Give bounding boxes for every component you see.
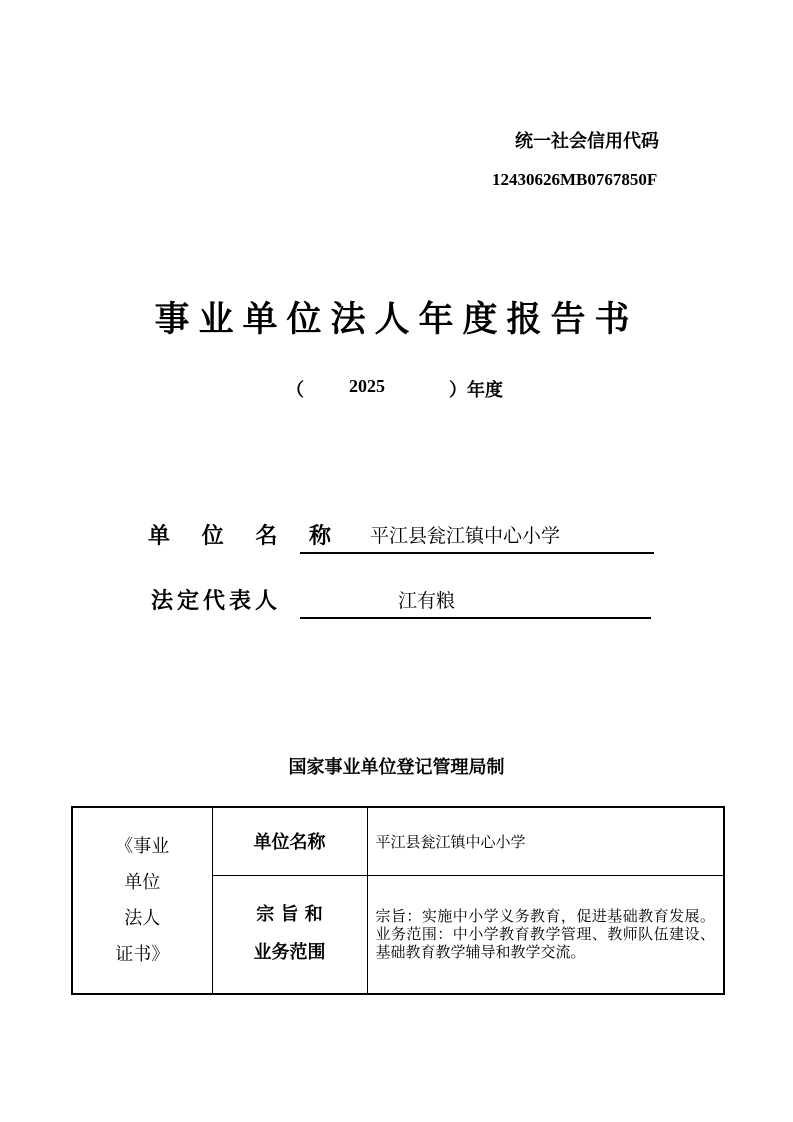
cert-purpose-label-line2: 业务范围 [253, 942, 326, 964]
legal-rep-label: 法定代表人 [151, 589, 282, 614]
report-year [286, 376, 526, 400]
cert-purpose-value: 宗旨：实施中小学义务教育，促进基础教育发展。 业务范围：中小学教育教学管理、教师队伍建设、基础教育教学辅导和教学交流。 [367, 875, 724, 994]
year-value: 2025 [349, 376, 385, 396]
unit-name-underline [300, 552, 654, 554]
cert-name-label: 单位名称 [212, 807, 367, 875]
certificate-heading-line: 单位 [124, 871, 161, 893]
legal-rep-underline [300, 617, 651, 619]
certificate-heading-line: 法人 [124, 907, 161, 929]
certificate-heading [72, 807, 212, 994]
report-title: 事业单位法人年度报告书 [154, 300, 639, 340]
year-close-label: ）年度 [449, 380, 503, 401]
certificate-heading-line: 证书》 [115, 943, 170, 965]
unit-name-label: 单 位 名 称 [148, 524, 343, 549]
credit-code-label: 统一社会信用代码 [515, 131, 659, 152]
year-open-paren: （ [286, 380, 304, 401]
cert-purpose-label-line1: 宗 旨 和 [256, 904, 323, 926]
credit-code-value: 12430626MB0767850F [492, 170, 658, 189]
unit-name-value: 平江县瓮江镇中心小学 [370, 525, 561, 547]
certificate-heading-line: 《事业 [115, 835, 170, 857]
cert-name-value: 平江县瓮江镇中心小学 [367, 807, 724, 875]
legal-rep-value: 江有粮 [398, 590, 456, 612]
certificate-table [71, 806, 725, 995]
cert-purpose-label [212, 875, 367, 994]
issuing-authority: 国家事业单位登记管理局制 [288, 757, 505, 778]
